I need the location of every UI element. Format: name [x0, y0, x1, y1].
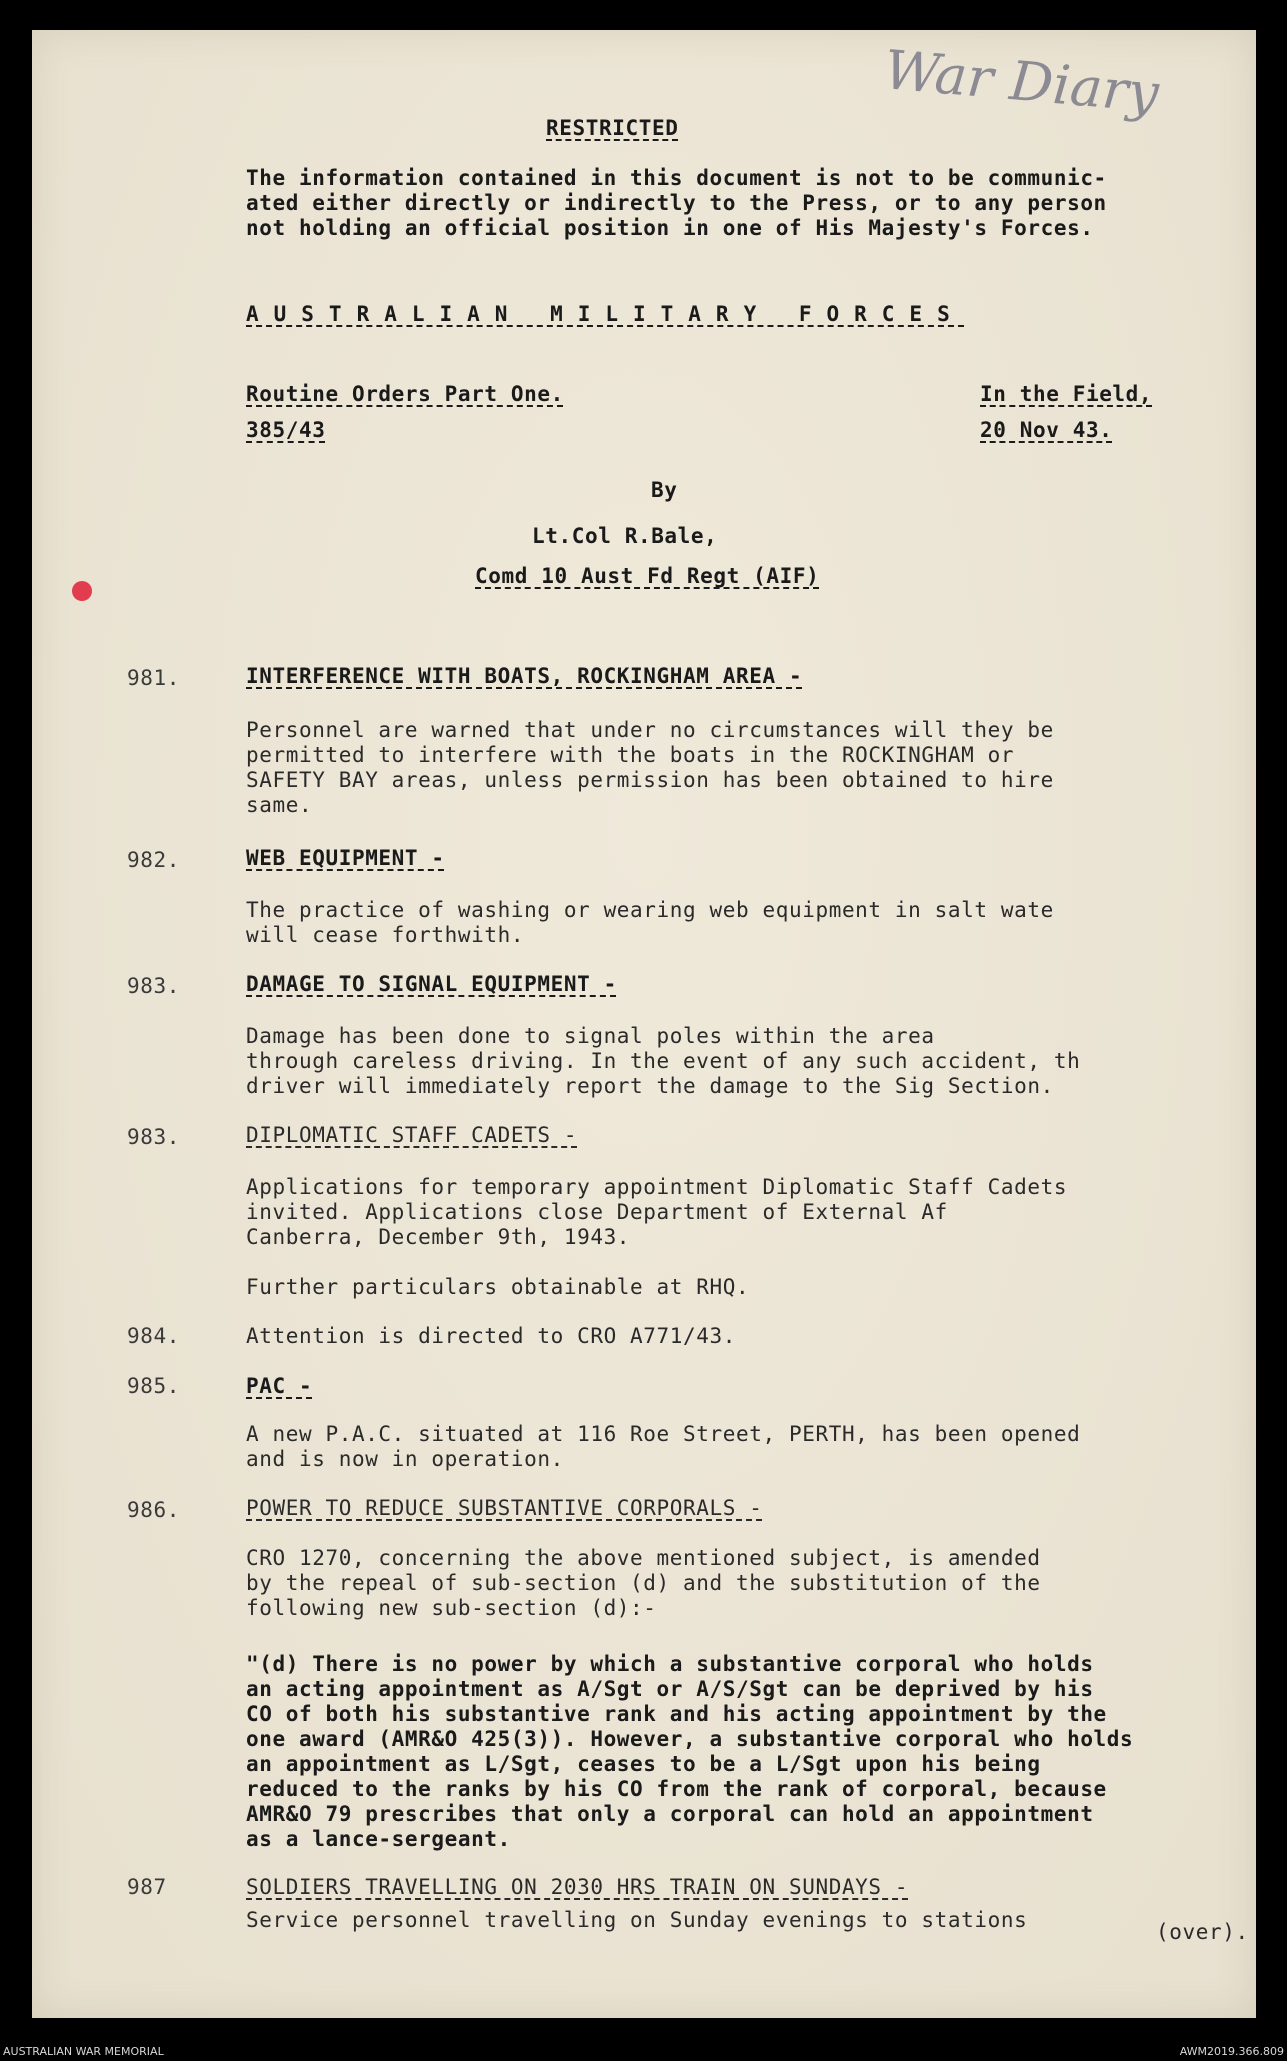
order-number: 982. [127, 848, 180, 872]
classification-label: RESTRICTED [546, 116, 679, 140]
order-number: 985. [127, 1374, 180, 1398]
order-number: 981. [127, 666, 180, 690]
order-text: permitted to interfere with the boats in the ROCKINGHAM or [246, 743, 1015, 767]
order-text: invited. Applications close Department of External Af [246, 1200, 948, 1224]
order-heading: POWER TO REDUCE SUBSTANTIVE CORPORALS - [246, 1496, 763, 1520]
order-text: A new P.A.C. situated at 116 Roe Street, PERTH, has been opened [246, 1422, 1081, 1446]
order-text: SAFETY BAY areas, unless permission has been obtained to hire [246, 768, 1054, 792]
order-heading: WEB EQUIPMENT - [246, 846, 445, 870]
orders-title: Routine Orders Part One. [246, 382, 564, 406]
order-heading: PAC - [246, 1374, 313, 1398]
order-text: by the repeal of sub-section (d) and the substitution of the [246, 1571, 1041, 1595]
red-marker-dot [72, 581, 92, 601]
commander-name: Lt.Col R.Bale, [532, 524, 718, 548]
order-date: 20 Nov 43. [980, 418, 1113, 442]
order-number: 983. [127, 1125, 180, 1149]
order-number: 986. [127, 1498, 180, 1522]
handwritten-annotation: War Diary [881, 38, 1162, 125]
order-text: and is now in operation. [246, 1447, 564, 1471]
quoted-text: as a lance-sergeant. [246, 1827, 511, 1851]
order-text: Personnel are warned that under no circumstances will they be [246, 718, 1054, 742]
quoted-text: an appointment as L/Sgt, ceases to be a L/Sgt upon his being [246, 1752, 1041, 1776]
quoted-text: an acting appointment as A/Sgt or A/S/Sgt can be deprived by his [246, 1677, 1094, 1701]
order-text: Service personnel travelling on Sunday evenings to stations [246, 1908, 1028, 1932]
order-number: 987 [127, 1875, 167, 1899]
quoted-text: AMR&O 79 prescribes that only a corporal can hold an appointment [246, 1802, 1094, 1826]
order-text: CRO 1270, concerning the above mentioned subject, is amended [246, 1546, 1041, 1570]
order-text: will cease forthwith. [246, 923, 525, 947]
force-title: AUSTRALIAN MILITARY FORCES [246, 302, 965, 326]
order-heading: INTERFERENCE WITH BOATS, ROCKINGHAM AREA - [246, 664, 803, 688]
order-number: 984. [127, 1324, 180, 1348]
quoted-text: "(d) There is no power by which a substantive corporal who holds [246, 1652, 1094, 1676]
order-text: following new sub-section (d):- [246, 1596, 657, 1620]
order-text: Canberra, December 9th, 1943. [246, 1225, 631, 1249]
document-page [32, 30, 1256, 2018]
quoted-text: reduced to the ranks by his CO from the rank of corporal, because [246, 1777, 1107, 1801]
footer-accession: AWM2019.366.809 [1179, 2045, 1284, 2058]
order-text: Damage has been done to signal poles within the area [246, 1024, 935, 1048]
order-text: Attention is directed to CRO A771/43. [246, 1324, 736, 1348]
notice-line: ated either directly or indirectly to the Press, or to any person [246, 191, 1107, 215]
notice-line: The information contained in this document is not to be communic- [246, 166, 1107, 190]
order-number: 983. [127, 974, 180, 998]
command-title: Comd 10 Aust Fd Regt (AIF) [475, 564, 820, 588]
order-text: Applications for temporary appointment Diplomatic Staff Cadets [246, 1175, 1068, 1199]
order-text: driver will immediately report the damage to the Sig Section. [246, 1074, 1054, 1098]
location: In the Field, [980, 382, 1153, 406]
over-note: (over). [1156, 1920, 1249, 1944]
orders-number: 385/43 [246, 418, 326, 442]
by-label: By [651, 478, 678, 502]
order-heading: DAMAGE TO SIGNAL EQUIPMENT - [246, 972, 617, 996]
order-text: Further particulars obtainable at RHQ. [246, 1275, 750, 1299]
footer-credit: AUSTRALIAN WAR MEMORIAL [3, 2045, 164, 2058]
quoted-text: CO of both his substantive rank and his acting appointment by the [246, 1702, 1107, 1726]
order-text: through careless driving. In the event of any such accident, th [246, 1049, 1081, 1073]
quoted-text: one award (AMR&O 425(3)). However, a substantive corporal who holds [246, 1727, 1134, 1751]
notice-line: not holding an official position in one of His Majesty's Forces. [246, 216, 1094, 240]
order-heading: SOLDIERS TRAVELLING ON 2030 HRS TRAIN ON SUNDAYS - [246, 1875, 909, 1899]
order-text: same. [246, 793, 313, 817]
order-heading: DIPLOMATIC STAFF CADETS - [246, 1123, 578, 1147]
order-text: The practice of washing or wearing web equipment in salt wate [246, 898, 1054, 922]
